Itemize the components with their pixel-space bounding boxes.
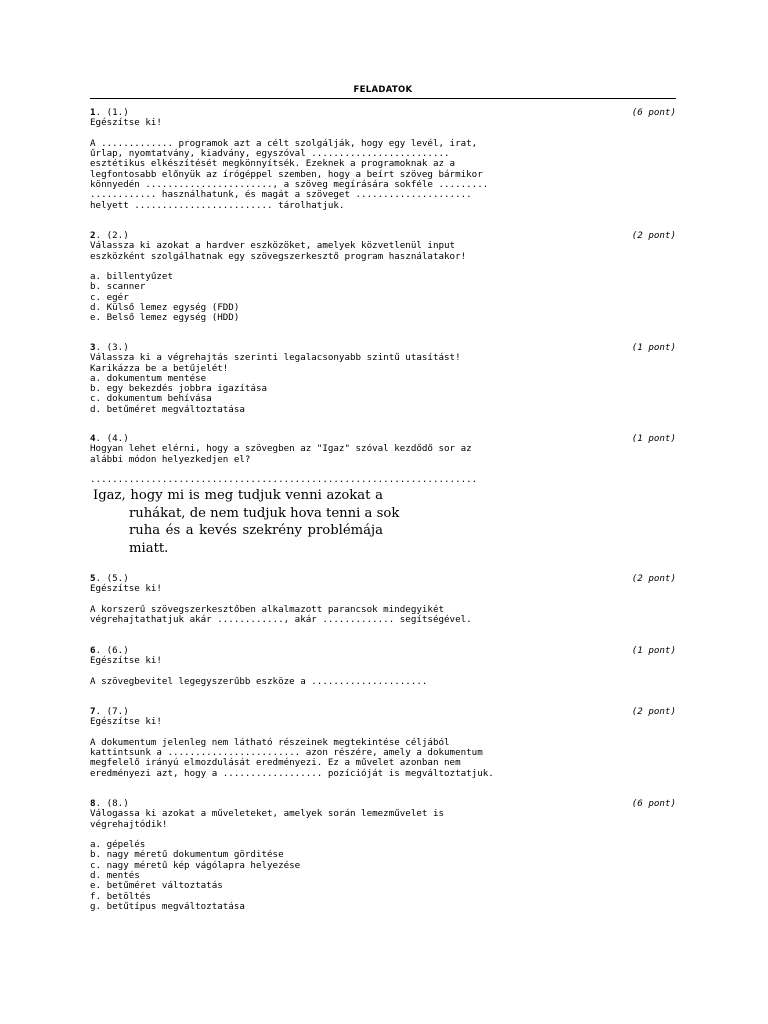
task-text-line: esztétikus elkészítését megkönnyítsék. Ezeknek a programoknak az a xyxy=(90,158,456,170)
task-heading xyxy=(90,646,676,656)
task-instruction: végrehajtódik! xyxy=(90,818,168,830)
answer-blank-line: ...................................................................... xyxy=(90,474,478,486)
header-divider xyxy=(90,98,676,99)
task-text-line: legfontosabb előnyük az írógéppel szemben, hogy a beírt szöveg bármikor xyxy=(90,168,483,180)
task-5 xyxy=(90,574,676,625)
task-ref: . (4.) xyxy=(95,433,129,444)
task-points: (2 pont) xyxy=(631,706,676,717)
answer-option: c. egér xyxy=(90,291,129,303)
task-number: 7 xyxy=(90,706,96,717)
task-text-line: eredményezi azt, hogy a .................. pozícióját is megváltoztatjuk. xyxy=(90,767,494,779)
task-ref: . (2.) xyxy=(95,230,129,241)
task-number: 2 xyxy=(90,230,96,241)
answer-option: d. Külső lemez egység (FDD) xyxy=(90,302,240,314)
task-instruction: Válassza ki azokat a hardver eszközöket, amelyek közvetlenül input xyxy=(90,240,456,252)
task-instruction: Karikázza be a betűjelét! xyxy=(90,362,229,374)
answer-option: c. dokumentum behívása xyxy=(90,393,212,405)
task-instruction: Egészítse ki! xyxy=(90,716,162,728)
sample-line: Igaz, hogy mi is meg tudjuk venni azokat a xyxy=(93,488,383,503)
task-4 xyxy=(90,434,676,485)
task-number: 1 xyxy=(90,107,96,118)
answer-option: g. betűtípus megváltoztatása xyxy=(90,900,245,912)
task-number: 4 xyxy=(90,433,96,444)
sample-paragraph xyxy=(93,487,400,557)
task-instruction: Válogassa ki azokat a műveleteket, amelyek során lemezművelet is xyxy=(90,808,445,820)
task-points: (2 pont) xyxy=(631,230,676,241)
task-text-line: A szövegbevitel legegyszerűbb eszköze a ..................... xyxy=(90,675,428,687)
task-text-line: A ............. programok azt a célt szolgálják, hogy egy levél, irat, xyxy=(90,137,478,149)
task-text-line: könnyedén ......................., a szöveg megírására sokféle ......... xyxy=(90,179,489,191)
answer-option: e. Belső lemez egység (HDD) xyxy=(90,312,240,324)
task-instruction: Egészítse ki! xyxy=(90,117,162,129)
task-number: 5 xyxy=(90,573,96,584)
task-text-line: helyett ......................... tárolhatjuk. xyxy=(90,199,345,211)
task-3 xyxy=(90,343,676,415)
sample-line: miatt. xyxy=(129,540,169,556)
answer-option: d. betűméret megváltoztatása xyxy=(90,403,245,415)
task-1 xyxy=(90,108,676,211)
task-text-line: űrlap, nyomtatvány, kiadvány, egyszóval ......................... xyxy=(90,148,450,160)
task-points: (6 pont) xyxy=(631,107,676,118)
task-text-line: kattintsunk a ........................ azon részére, amely a dokumentum xyxy=(90,747,483,759)
task-2 xyxy=(90,231,676,324)
answer-option: d. mentés xyxy=(90,870,140,882)
task-8 xyxy=(90,799,676,912)
task-number: 8 xyxy=(90,798,96,809)
task-ref: . (8.) xyxy=(95,798,129,809)
task-points: (1 pont) xyxy=(631,433,676,444)
task-points: (1 pont) xyxy=(631,645,676,656)
answer-option: a. dokumentum mentése xyxy=(90,372,207,384)
answer-option: f. betöltés xyxy=(90,890,151,902)
task-ref: . (7.) xyxy=(95,706,129,717)
task-instruction: Hogyan lehet elérni, hogy a szövegben az "Igaz" szóval kezdődő sor az xyxy=(90,443,472,455)
task-ref: . (1.) xyxy=(95,107,129,118)
task-text-line: ............ használhatunk, és magát a szöveget ..................... xyxy=(90,189,472,201)
task-ref: . (6.) xyxy=(95,645,129,656)
task-heading xyxy=(90,707,676,717)
answer-option: a. billentyűzet xyxy=(90,271,173,283)
task-heading xyxy=(90,108,676,118)
task-ref: . (5.) xyxy=(95,573,129,584)
answer-option: b. egy bekezdés jobbra igazítása xyxy=(90,383,268,395)
page-title: FELADATOK xyxy=(353,85,413,95)
task-text-line: végrehajtathatjuk akár ............, akár ............. segítségével. xyxy=(90,614,472,626)
task-text-line: megfelelő irányú elmozdulását eredményezi. Ez a művelet azonban nem xyxy=(90,757,461,769)
task-text-line: A korszerű szövegszerkesztőben alkalmazott parancsok mindegyikét xyxy=(90,603,445,615)
task-7 xyxy=(90,707,676,779)
sample-line: ruhákat, de nem tudjuk hova tenni a sok xyxy=(129,505,400,521)
task-instruction: alábbi módon helyezkedjen el? xyxy=(90,453,251,465)
task-points: (1 pont) xyxy=(631,342,676,353)
task-ref: . (3.) xyxy=(95,342,129,353)
answer-option: b. scanner xyxy=(90,281,146,293)
answer-option: c. nagy méretű kép vágólapra helyezése xyxy=(90,859,301,871)
task-number: 6 xyxy=(90,645,96,656)
answer-option: a. gépelés xyxy=(90,839,146,851)
task-instruction: Egészítse ki! xyxy=(90,655,162,667)
task-instruction: Válassza ki a végrehajtás szerinti legalacsonyabb szintű utasítást! xyxy=(90,352,461,364)
task-instruction: Egészítse ki! xyxy=(90,583,162,595)
task-heading xyxy=(90,574,676,584)
task-instruction: eszközként szolgálhatnak egy szövegszerkesztő program használatakor! xyxy=(90,250,467,262)
task-text-line: A dokumentum jelenleg nem látható részeinek megtekintése céljából xyxy=(90,736,450,748)
task-points: (6 pont) xyxy=(631,798,676,809)
answer-option: b. nagy méretű dokumentum görditése xyxy=(90,849,284,861)
task-6 xyxy=(90,646,676,687)
task-points: (2 pont) xyxy=(631,573,676,584)
task-number: 3 xyxy=(90,342,96,353)
sample-line: ruha és a kevés szekrény problémája xyxy=(129,523,383,539)
answer-option: e. betűméret változtatás xyxy=(90,880,223,892)
